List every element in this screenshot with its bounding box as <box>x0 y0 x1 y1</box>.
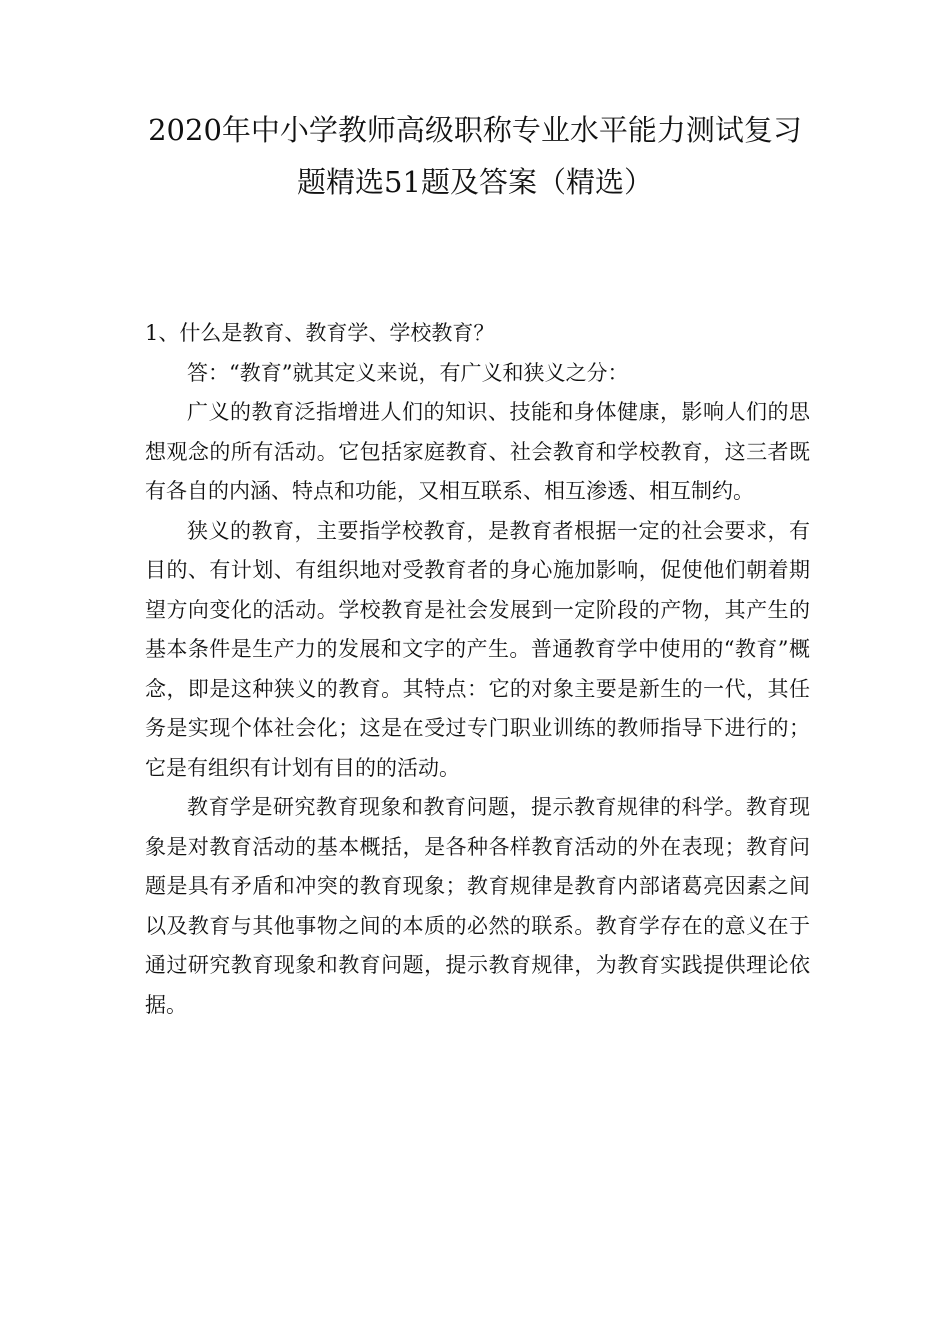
broad-education-paragraph: 广义的教育泛指增进人们的知识、技能和身体健康，影响人们的思想观念的所有活动。它包括家庭教育、社会教育和学校教育，这三者既有各自的内涵、特点和功能，又相互联系、相互渗透、相互制约。 <box>145 400 810 503</box>
document-title-line-2: 题精选51题及答案（精选） <box>297 165 653 199</box>
question-heading: 1、什么是教育、教育学、学校教育？ <box>145 321 495 345</box>
document-title-line-1: 2020年中小学教师高级职称专业水平能力测试复习 <box>148 113 802 147</box>
document-body <box>145 314 810 1025</box>
answer-intro-paragraph: 答：“教育”就其定义来说，有广义和狭义之分： <box>187 360 629 385</box>
narrow-education-paragraph: 狭义的教育，主要指学校教育，是教育者根据一定的社会要求，有目的、有计划、有组织地对受教育者的身心施加影响，促使他们朝着期望方向变化的活动。学校教育是社会发展到一定阶段的产物，其产生的基本条件是生产力的发展和文字的产生。普通教育学中使用的“教育”概念，即是这种狭义的教育。其特点：它的对象主要是新生的一代，其任务是实现个体社会化；这是在受过专门职业训练的教师指导下进行的；它是有组织有计划有目的的活动。 <box>145 518 810 780</box>
pedagogy-paragraph: 教育学是研究教育现象和教育问题，提示教育规律的科学。教育现象是对教育活动的基本概括，是各种各样教育活动的外在表现；教育问题是具有矛盾和冲突的教育现象；教育规律是教育内部诸葛亮因素之间以及教育与其他事物之间的本质的必然的联系。教育学存在的意义在于通过研究教育现象和教育问题，提示教育规律，为教育实践提供理论依据。 <box>145 795 810 1017</box>
